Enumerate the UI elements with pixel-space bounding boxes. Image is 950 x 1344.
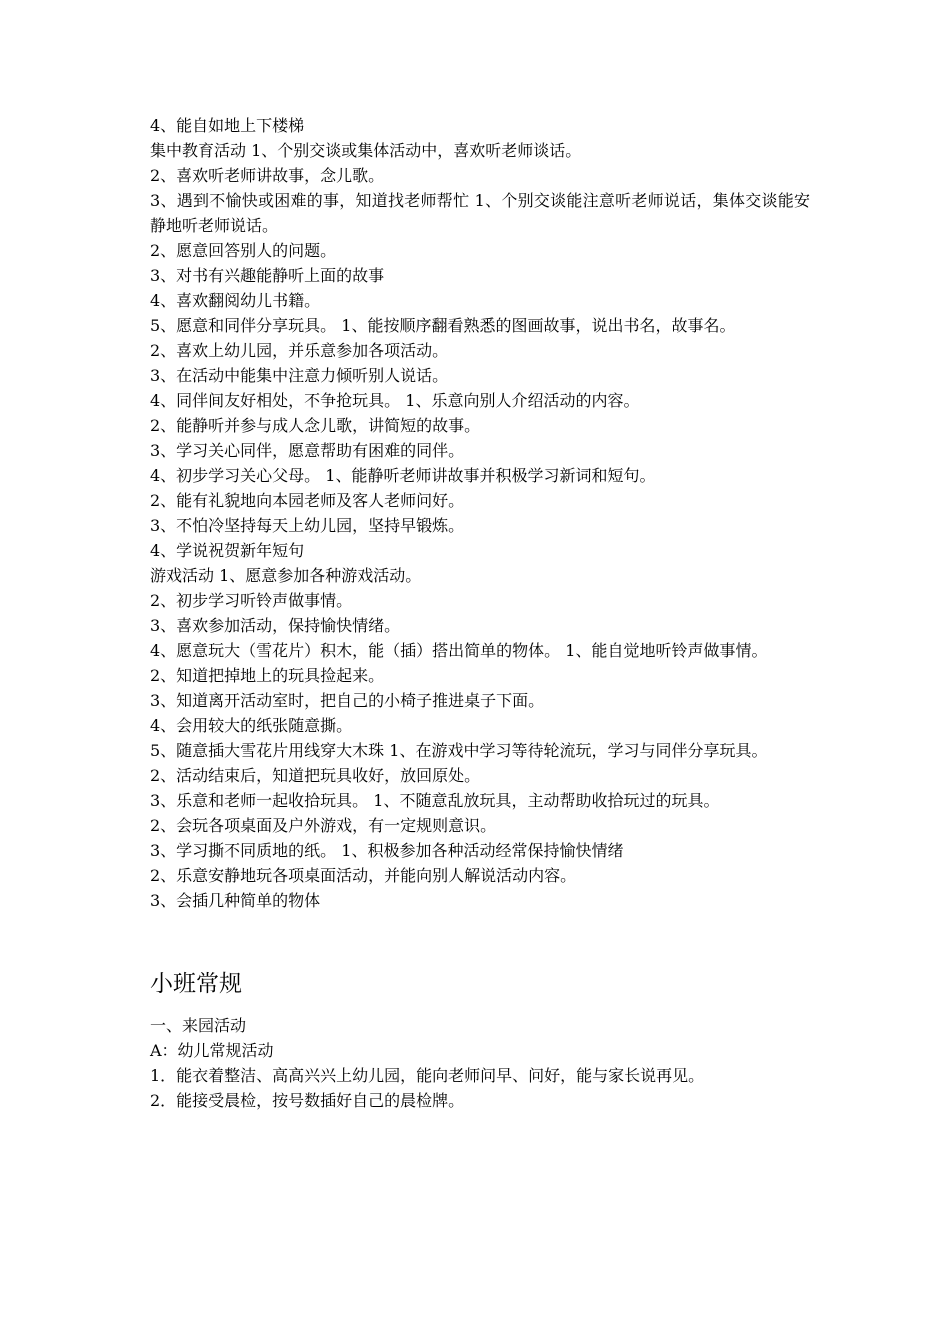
paragraph: 3、乐意和老师一起收拾玩具。 1、不随意乱放玩具，主动帮助收拾玩过的玩具。: [150, 791, 720, 810]
paragraph: 5、愿意和同伴分享玩具。 1、能按顺序翻看熟悉的图画故事，说出书名，故事名。: [150, 316, 736, 335]
paragraph: 3、知道离开活动室时，把自己的小椅子推进桌子下面。: [150, 691, 545, 710]
paragraph: 2、初步学习听铃声做事情。: [150, 591, 353, 610]
paragraph: 4、初步学习关心父母。 1、能静听老师讲故事并积极学习新词和短句。: [150, 466, 656, 485]
paragraph: 2、乐意安静地玩各项桌面活动，并能向别人解说活动内容。: [150, 866, 577, 885]
paragraph: 5、随意插大雪花片用线穿大木珠 1、在游戏中学习等待轮流玩，学习与同伴分享玩具。: [150, 741, 768, 760]
paragraph: 4、能自如地上下楼梯: [150, 116, 305, 135]
paragraph: 3、会插几种简单的物体: [150, 891, 321, 910]
section-heading: 小班常规: [150, 971, 242, 997]
paragraph: 2、能静听并参与成人念儿歌，讲简短的故事。: [150, 416, 481, 435]
activity-list: [150, 113, 810, 913]
section-subtitle: A：幼儿常规活动: [150, 1041, 274, 1060]
list-item: 1．能衣着整洁、高高兴兴上幼儿园，能向老师问早、问好，能与家长说再见。: [150, 1066, 705, 1085]
paragraph: 2、愿意回答别人的问题。: [150, 241, 337, 260]
paragraph: 游戏活动 1、愿意参加各种游戏活动。: [150, 566, 422, 585]
paragraph: 3、不怕冷坚持每天上幼儿园，坚持早锻炼。: [150, 516, 465, 535]
paragraph: 3、学习关心同伴，愿意帮助有困难的同伴。: [150, 441, 465, 460]
routine-section: [150, 1013, 810, 1113]
paragraph: 2、喜欢听老师讲故事，念儿歌。: [150, 166, 385, 185]
paragraph: 2、会玩各项桌面及户外游戏，有一定规则意识。: [150, 816, 497, 835]
paragraph: 4、喜欢翻阅幼儿书籍。: [150, 291, 321, 310]
paragraph: 4、同伴间友好相处，不争抢玩具。 1、乐意向别人介绍活动的内容。: [150, 391, 640, 410]
section-title: 一、来园活动: [150, 1016, 247, 1035]
paragraph: 2、能有礼貌地向本园老师及客人老师问好。: [150, 491, 465, 510]
paragraph: 集中教育活动 1、个别交谈或集体活动中，喜欢听老师谈话。: [150, 141, 582, 160]
document-page: [150, 113, 810, 1113]
paragraph: 4、会用较大的纸张随意撕。: [150, 716, 353, 735]
paragraph: 3、学习撕不同质地的纸。 1、积极参加各种活动经常保持愉快情绪: [150, 841, 624, 860]
list-item: 2．能接受晨检，按号数插好自己的晨检牌。: [150, 1091, 465, 1110]
paragraph: 4、愿意玩大（雪花片）积木，能（插）搭出简单的物体。 1、能自觉地听铃声做事情。: [150, 641, 768, 660]
paragraph: 4、学说祝贺新年短句: [150, 541, 305, 560]
paragraph: 3、在活动中能集中注意力倾听别人说话。: [150, 366, 449, 385]
paragraph: 3、对书有兴趣能静听上面的故事: [150, 266, 385, 285]
paragraph: 2、活动结束后，知道把玩具收好，放回原处。: [150, 766, 481, 785]
paragraph: 3、遇到不愉快或困难的事，知道找老师帮忙 1、个别交谈能注意听老师说话，集体交谈能安静地听老师说话。: [150, 191, 810, 235]
paragraph: 3、喜欢参加活动，保持愉快情绪。: [150, 616, 401, 635]
paragraph: 2、知道把掉地上的玩具捡起来。: [150, 666, 385, 685]
paragraph: 2、喜欢上幼儿园，并乐意参加各项活动。: [150, 341, 449, 360]
